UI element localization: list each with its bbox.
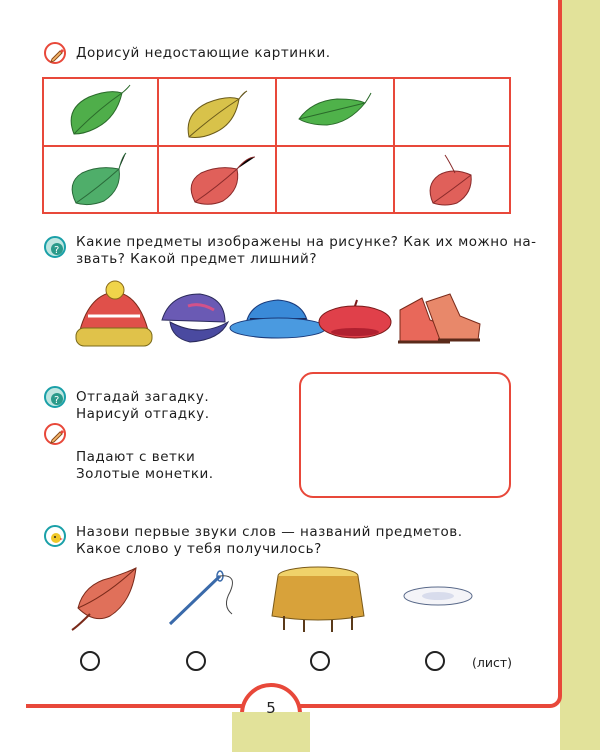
answer-hint: (лист)	[472, 655, 513, 670]
table-picture	[272, 567, 364, 632]
objects-row	[70, 562, 490, 638]
grid-cell	[159, 147, 277, 212]
page-number: 5	[266, 699, 276, 717]
knit-hat-picture	[76, 281, 152, 346]
grid-cell	[159, 79, 277, 147]
grid-cell	[277, 79, 395, 147]
grid-cell-empty[interactable]	[277, 147, 395, 212]
answer-circle[interactable]	[186, 651, 206, 671]
answer-drawing-box[interactable]	[299, 372, 511, 498]
task1-text: Дорисуй недостающие картинки.	[76, 45, 331, 61]
task2-line2: звать? Какой предмет лишний?	[76, 251, 317, 267]
answer-circle[interactable]	[425, 651, 445, 671]
riddle-line2: Золотые монетки.	[76, 466, 214, 482]
pattern-grid	[42, 77, 511, 214]
grid-cell-empty[interactable]	[395, 79, 509, 147]
task2-line1: Какие предметы изображены на рисунке? Как их можно на-	[76, 234, 537, 250]
needle-picture	[170, 571, 232, 624]
task3-line2: Нарисуй отгадку.	[76, 406, 210, 422]
svg-text:?: ?	[54, 395, 60, 406]
page-edge	[560, 0, 600, 750]
cap-picture	[162, 294, 228, 342]
grid-cell	[395, 147, 509, 212]
plate-picture	[404, 587, 472, 605]
question-head-icon	[44, 236, 66, 258]
riddle-line1: Падают с ветки	[76, 449, 196, 465]
leaf-picture	[72, 568, 136, 630]
bird-icon	[44, 525, 66, 547]
question-head-icon	[44, 386, 66, 408]
beret-picture	[319, 300, 391, 338]
answer-circle[interactable]	[80, 651, 100, 671]
pencil-icon	[44, 423, 66, 445]
fedora-picture	[230, 300, 326, 338]
pencil-icon	[44, 42, 66, 64]
grid-cell	[44, 79, 159, 147]
task4-line2: Какое слово у тебя получилось?	[76, 541, 322, 557]
page-number-mask	[232, 712, 310, 752]
answer-circle[interactable]	[310, 651, 330, 671]
boots-picture	[398, 294, 480, 342]
headwear-row	[70, 280, 510, 360]
svg-text:?: ?	[54, 245, 60, 256]
task4-line1: Назови первые звуки слов — названий предметов.	[76, 524, 463, 540]
grid-cell	[44, 147, 159, 212]
task3-line1: Отгадай загадку.	[76, 389, 210, 405]
